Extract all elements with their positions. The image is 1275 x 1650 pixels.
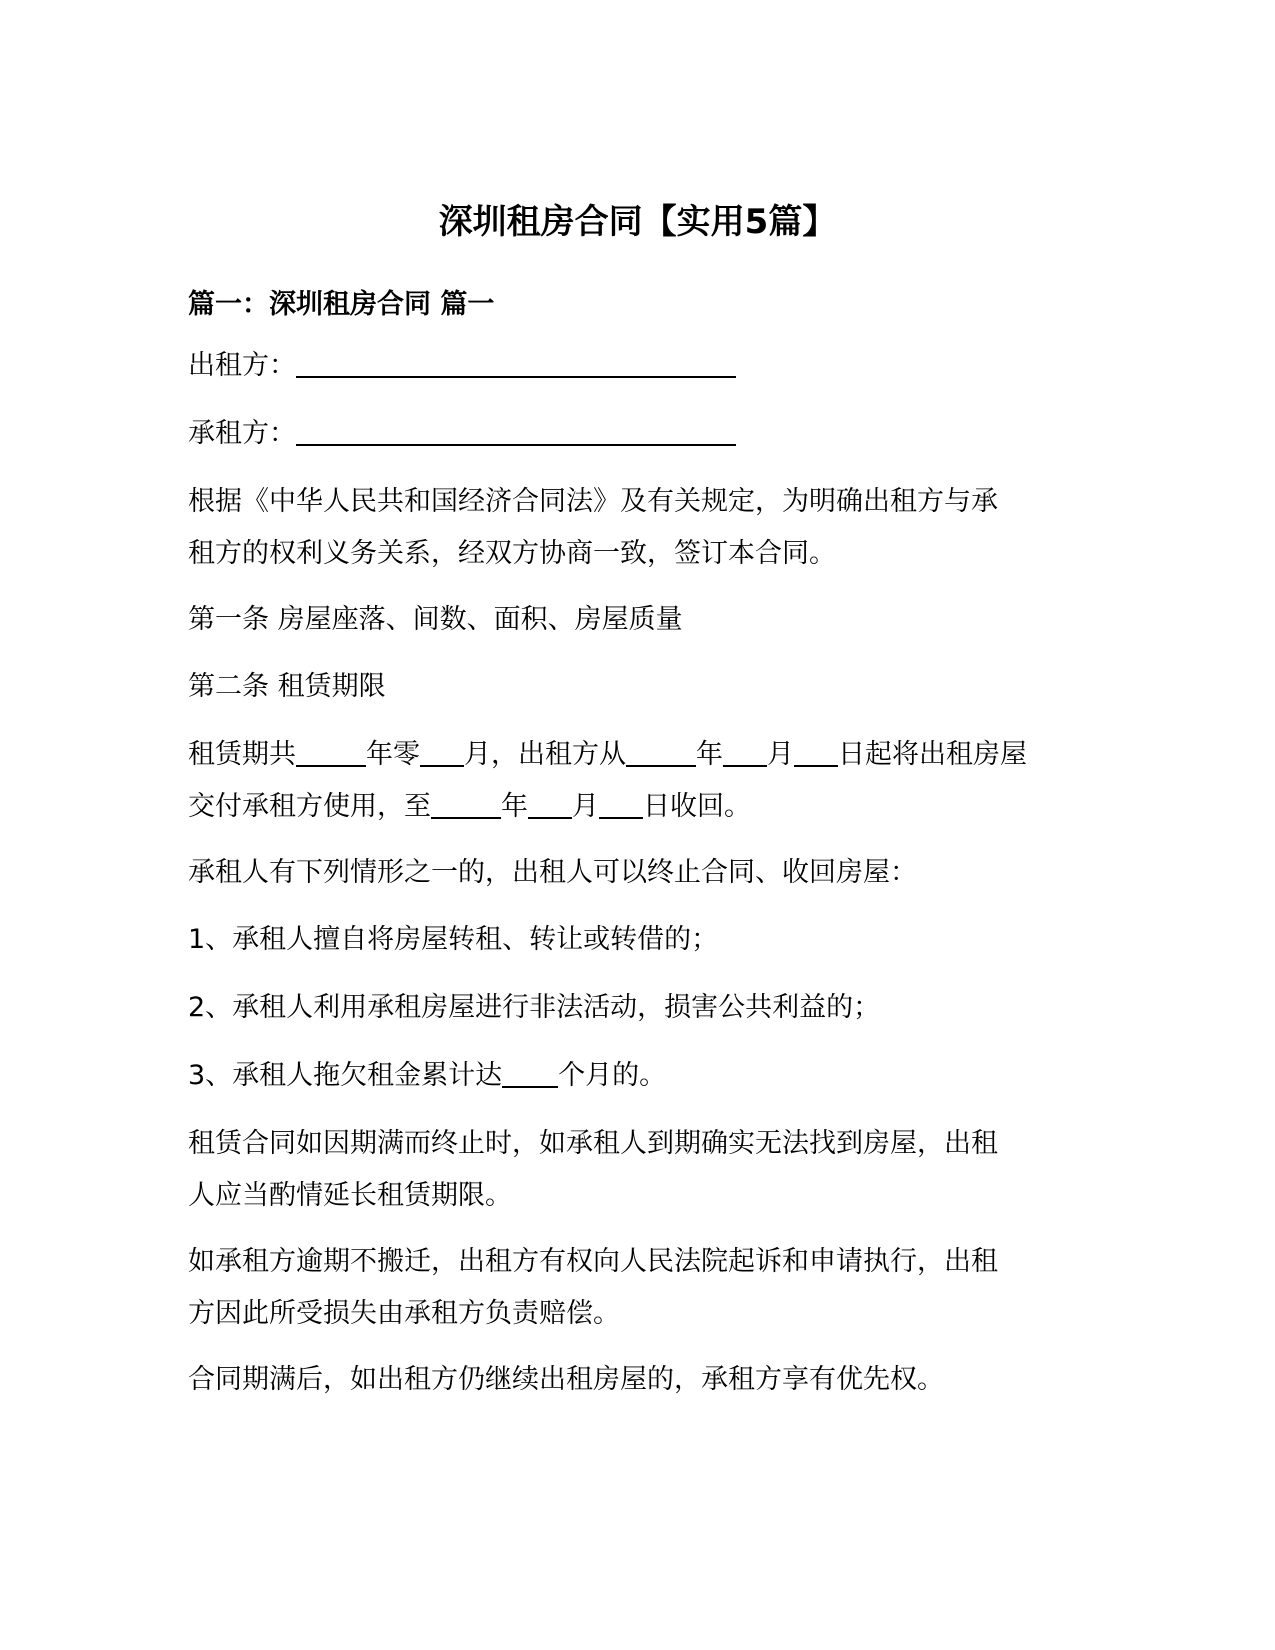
termination-item-3: 3、承租人拖欠租金累计达 个月的。 [188,1050,1098,1102]
expiry-line-2: 人应当酌情延长租赁期限。 [188,1180,512,1211]
preamble-line-1: 根据《中华人民共和国经济合同法》及有关规定，为明确出租方与承 [188,486,998,517]
preamble-line-2: 租方的权利义务关系，经双方协商一致，签订本合同。 [188,538,836,569]
document-title: 深圳租房合同【实用5篇】 [438,202,837,242]
lessee-blank [296,414,736,446]
termination-intro: 承租人有下列情形之一的，出租人可以终止合同、收回房屋： [188,857,917,888]
arrears-months-blank [502,1056,558,1088]
overdue-paragraph [188,1236,1098,1340]
preamble-paragraph [188,476,1098,580]
overdue-line-1: 如承租方逾期不搬迁，出租方有权向人民法院起诉和申请执行，出租 [188,1246,998,1277]
end-day-blank [599,787,643,819]
overdue-line-2: 方因此所受损失由承租方负责赔偿。 [188,1298,620,1329]
lessor-label: 出租方： [188,350,296,381]
years-blank [296,735,366,767]
start-year-blank [626,735,696,767]
months-blank [420,735,464,767]
expiry-line-1: 租赁合同如因期满而终止时，如承租人到期确实无法找到房屋，出租 [188,1128,998,1159]
article-2: 第二条 租赁期限 [188,671,386,702]
start-month-blank [723,735,767,767]
article-1: 第一条 房屋座落、间数、面积、房屋质量 [188,604,683,635]
lessee-line [188,408,1098,460]
lessor-blank [296,346,736,378]
end-month-blank [528,787,572,819]
lease-term-line-1: 租赁期共 年零 月，出租方从 年 月 日起将出租房屋 [188,729,1098,781]
termination-item-1: 1、承租人擅自将房屋转租、转让或转借的； [188,924,719,955]
lease-term-line-2: 交付承租方使用，至 年 月 日收回。 [188,781,1098,833]
end-year-blank [431,787,501,819]
start-day-blank [794,735,838,767]
lease-term-paragraph [188,729,1098,833]
lessee-label: 承租方： [188,418,296,449]
expiry-paragraph [188,1118,1098,1222]
renewal-paragraph: 合同期满后，如出租方仍继续出租房屋的，承租方享有优先权。 [188,1364,944,1395]
lessor-line [188,340,1098,392]
section-heading: 篇一：深圳租房合同 篇一 [188,289,495,320]
termination-item-2: 2、承租人利用承租房屋进行非法活动，损害公共利益的； [188,992,881,1023]
